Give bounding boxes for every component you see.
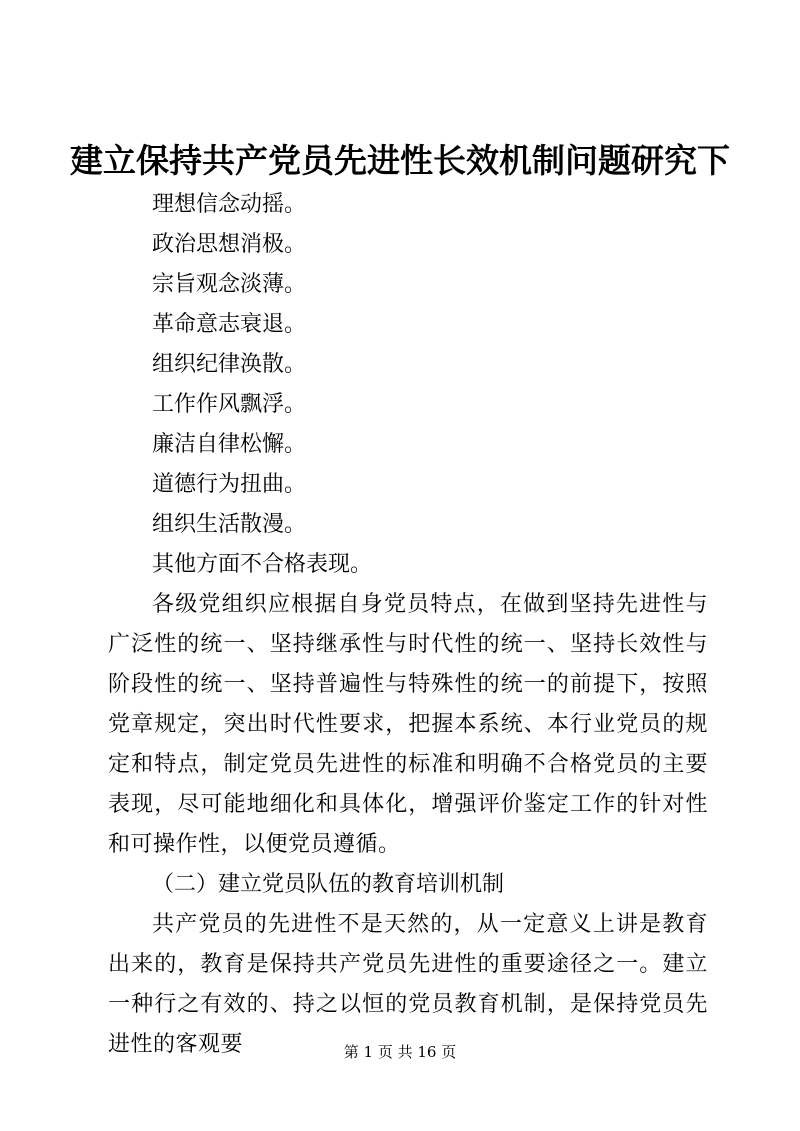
list-item: 廉洁自律松懈。 <box>152 432 307 457</box>
list-item: 组织纪律涣散。 <box>152 352 307 377</box>
body-paragraph: 各级党组织应根据自身党员特点，在做到坚持先进性与广泛性的统一、坚持继承性与时代性的统一、坚持长效性与阶段性的统一、坚持普遍性与特殊性的统一的前提下，按照党章规定，突出时代性要求，把握本系统、本行业党员的规定和特点，制定党员先进性的标准和明确不合格党员的主要表现，尽可能地细化和具体化，增强评价鉴定工作的针对性和可操作性，以便党员遵循。 <box>108 592 708 857</box>
list-item: 理想信念动摇。 <box>152 192 307 217</box>
list-item: 组织生活散漫。 <box>152 512 307 537</box>
list-item: 革命意志衰退。 <box>152 312 307 337</box>
list-item: 道德行为扭曲。 <box>152 472 307 497</box>
section-heading: （二）建立党员队伍的教育培训机制 <box>152 872 505 897</box>
list-item: 宗旨观念淡薄。 <box>152 272 307 297</box>
body-paragraph: 共产党员的先进性不是天然的，从一定意义上讲是教育出来的，教育是保持共产党员先进性的重要途径之一。建立一种行之有效的、持之以恒的党员教育机制，是保持党员先进性的客观要 <box>108 912 708 1057</box>
list-item: 政治思想消极。 <box>152 232 307 257</box>
list-item: 其他方面不合格表现。 <box>152 552 373 577</box>
page-indicator: 第 1 页 共 16 页 <box>343 1043 457 1061</box>
page-footer <box>0 1042 800 1062</box>
document-title: 建立保持共产党员先进性长效机制问题研究下 <box>70 141 730 180</box>
document-body <box>108 185 708 1065</box>
list-item: 工作作风飘浮。 <box>152 392 307 417</box>
